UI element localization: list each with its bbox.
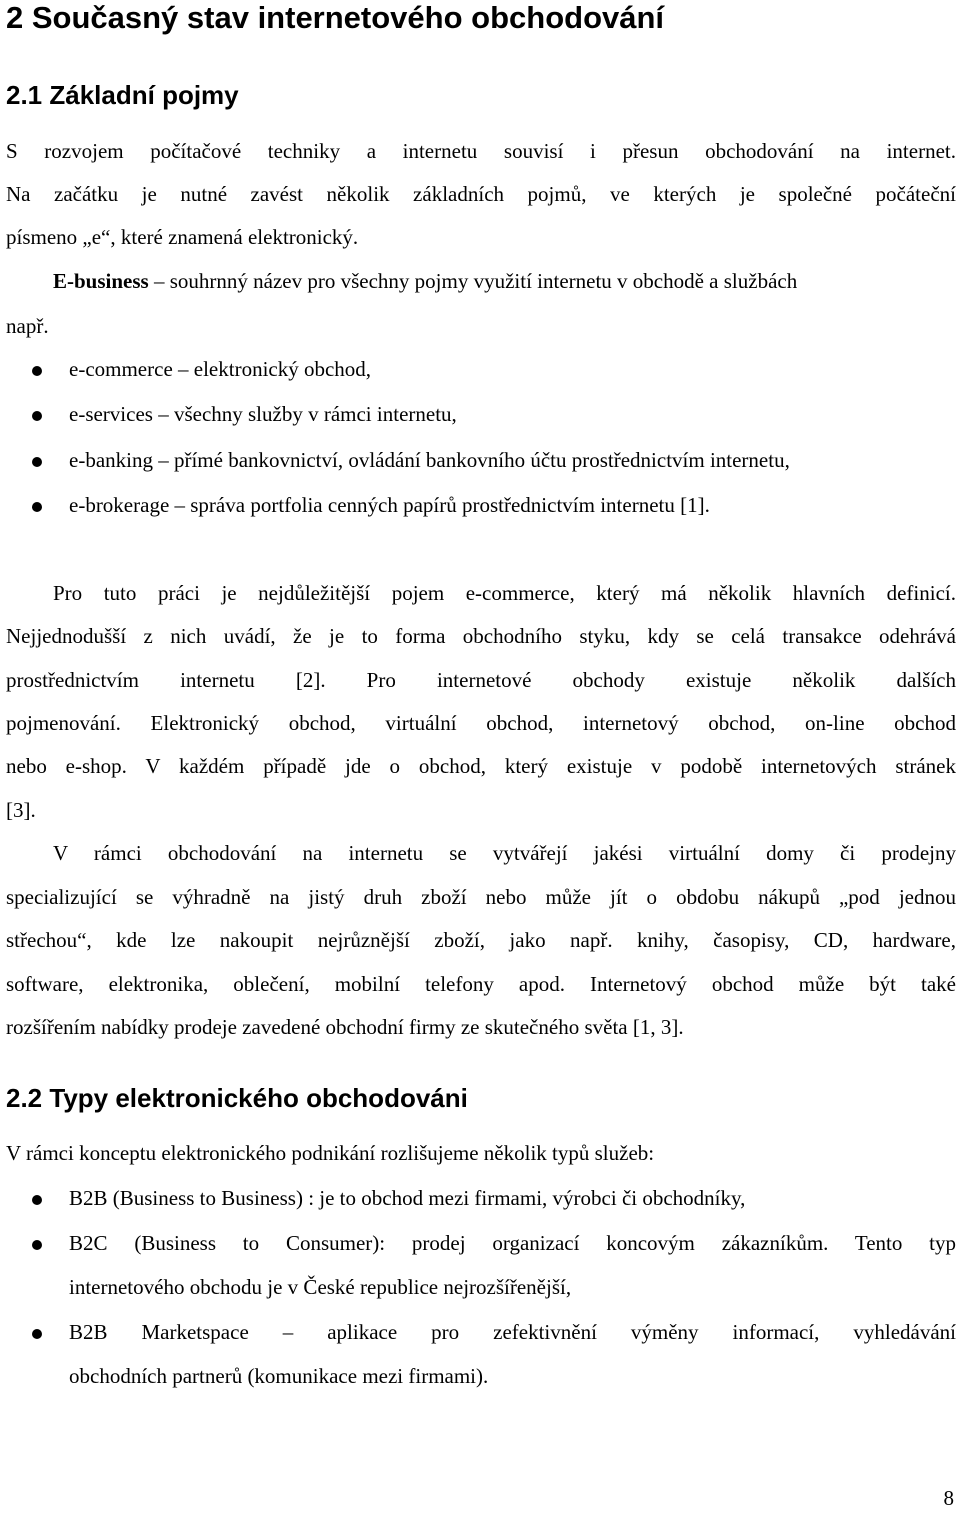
paragraph-line: Nejjednodušší z nich uvádí, že je to forma obchodního styku, kdy se celá transakce odehrává xyxy=(6,624,956,648)
bullet-icon xyxy=(32,411,42,421)
bullet-icon xyxy=(32,457,42,467)
paragraph-line: software, elektronika, oblečení, mobilní telefony apod. Internetový obchod může být také xyxy=(6,972,956,996)
bullet-icon xyxy=(32,502,42,512)
ebusiness-tail: např. xyxy=(6,314,49,338)
paragraph-line: Pro tuto práci je nejdůležitější pojem e-commerce, který má několik hlavních definicí. xyxy=(53,581,956,605)
paragraph-line: pojmenování. Elektronický obchod, virtuální obchod, internetový obchod, on-line obchod xyxy=(6,711,956,735)
bullet-icon xyxy=(32,1195,42,1205)
list-item: B2B Marketspace – aplikace pro zefektivnění výměny informací, vyhledávání xyxy=(69,1320,956,1344)
bullet-icon xyxy=(32,366,42,376)
paragraph-line: prostřednictvím internetu [2]. Pro internetové obchody existuje několik dalších xyxy=(6,668,956,692)
paragraph-line: rozšířením nabídky prodeje zavedené obchodní firmy ze skutečného světa [1, 3]. xyxy=(6,1015,684,1039)
list-item: B2C (Business to Consumer): prodej organizací koncovým zákazníkům. Tento typ xyxy=(69,1231,956,1255)
paragraph-line: specializující se výhradně na jistý druh zboží nebo může jít o obdobu nákupů „pod jednou xyxy=(6,885,956,909)
ebusiness-term: E-business xyxy=(53,269,149,293)
bullet-icon xyxy=(32,1329,42,1339)
list-item: B2B (Business to Business) : je to obchod mezi firmami, výrobci či obchodníky, xyxy=(69,1186,746,1210)
paragraph-line: [3]. xyxy=(6,798,36,822)
ebusiness-definition xyxy=(53,269,956,294)
list-item: e-banking – přímé bankovnictví, ovládání bankovního účtu prostřednictvím internetu, xyxy=(69,448,790,472)
page-number: 8 xyxy=(943,1486,954,1510)
intro-line: S rozvojem počítačové techniky a internetu souvisí i přesun obchodování na internet. xyxy=(6,139,956,163)
ebusiness-text: – souhrnný název pro všechny pojmy využití internetu v obchodě a službách xyxy=(148,269,798,293)
intro-line: písmeno „e“, které znamená elektronický. xyxy=(6,225,359,249)
intro-line: Na začátku je nutné zavést několik základních pojmů, ve kterých je společné počáteční xyxy=(6,182,956,206)
bullet-icon xyxy=(32,1240,42,1250)
list-item-continuation: internetového obchodu je v České republice nejrozšířenější, xyxy=(69,1275,572,1299)
chapter-heading: 2 Současný stav internetového obchodování xyxy=(6,0,665,35)
list-item: e-services – všechny služby v rámci internetu, xyxy=(69,402,457,426)
section-heading-2-2: 2.2 Typy elektronického obchodováni xyxy=(6,1083,468,1113)
paragraph-line: nebo e-shop. V každém případě jde o obchod, který existuje v podobě internetových stránek xyxy=(6,754,956,778)
list-item: e-brokerage – správa portfolia cenných papírů prostřednictvím internetu [1]. xyxy=(69,493,710,517)
paragraph-line: V rámci konceptu elektronického podnikání rozlišujeme několik typů služeb: xyxy=(6,1141,655,1165)
paragraph-line: střechou“, kde lze nakoupit nejrůznější zboží, jako např. knihy, časopisy, CD, hardware, xyxy=(6,928,956,952)
section-heading-2-1: 2.1 Základní pojmy xyxy=(6,80,239,110)
list-item: e-commerce – elektronický obchod, xyxy=(69,357,372,381)
list-item-continuation: obchodních partnerů (komunikace mezi firmami). xyxy=(69,1364,489,1388)
paragraph-line: V rámci obchodování na internetu se vytvářejí jakési virtuální domy či prodejny xyxy=(53,841,956,865)
